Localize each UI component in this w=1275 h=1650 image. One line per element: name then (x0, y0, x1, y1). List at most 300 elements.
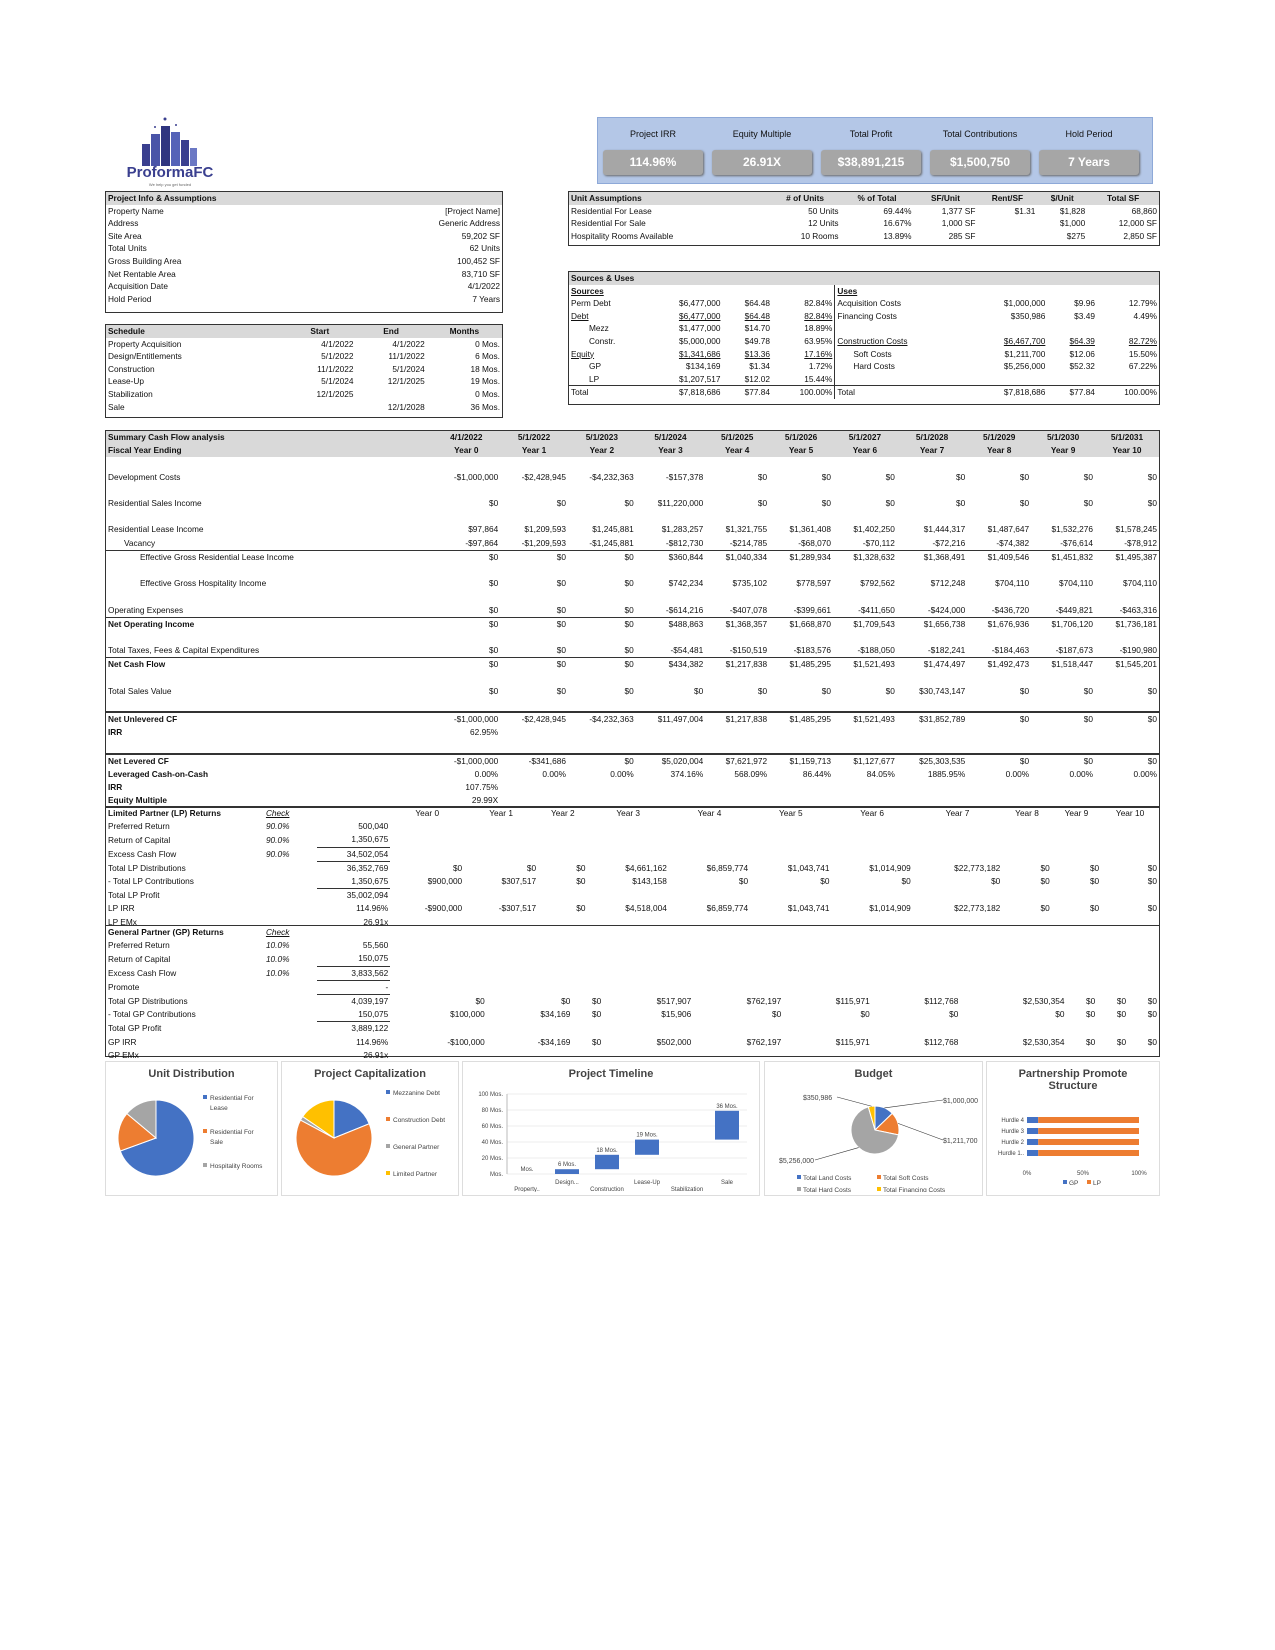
cell-value (1066, 966, 1097, 980)
table-title: Limited Partner (LP) Returns (108, 808, 221, 818)
cell-value: -$307,517 (498, 903, 537, 914)
table-row (106, 388, 502, 401)
use-pct: 4.49% (1133, 310, 1157, 321)
date-header: 5/1/2031 (1095, 431, 1159, 444)
legend-swatch (877, 1175, 881, 1179)
use-label: Acquisition Costs (835, 297, 971, 310)
year-header (572, 926, 603, 939)
year-header: Year 9 (1031, 444, 1095, 457)
cell-value (693, 1022, 783, 1036)
cell-value (897, 484, 967, 497)
source-amount: $1,341,686 (678, 348, 721, 359)
cell-value (390, 1022, 486, 1036)
cell-value: $30,743,147 (919, 685, 966, 696)
table-row (106, 375, 502, 388)
cell-value (833, 672, 897, 685)
row-label (106, 457, 432, 470)
cell-value: $0 (1147, 903, 1157, 914)
row-value: 7 Years (472, 293, 500, 304)
cell-value: $1,485,295 (769, 712, 833, 726)
cell-value (750, 847, 831, 861)
cell-value: $1,040,334 (705, 550, 769, 564)
cell-value: 29.99X (471, 795, 499, 806)
cell-value: -$411,650 (858, 604, 895, 615)
use-label (835, 373, 971, 386)
use-pct: 12.79% (1128, 298, 1157, 309)
cell-value (487, 1022, 573, 1036)
cell-value: -$1,000,000 (453, 471, 499, 482)
cell-value: -$74,382 (996, 537, 1030, 548)
cell-value: $97,864 (468, 524, 499, 535)
cell-value (833, 564, 897, 577)
date-header: 5/1/2029 (967, 431, 1031, 444)
cell-value (500, 631, 568, 644)
cell-value (693, 980, 783, 994)
use-amount (971, 322, 1048, 335)
promote-structure-svg (987, 1092, 1159, 1192)
sources-uses-table (568, 271, 1160, 405)
budget-chart (764, 1061, 983, 1196)
cell-value (1128, 952, 1159, 966)
cell-value (603, 939, 693, 952)
cell-value: $4,518,004 (625, 903, 667, 914)
cell-value: -$463,316 (1119, 604, 1157, 615)
total-row (569, 386, 1159, 399)
source-label: Constr. (589, 335, 616, 346)
cell-value: $434,382 (636, 658, 706, 672)
cell-value (693, 939, 783, 952)
column-header: Start (284, 325, 355, 338)
cash-flow-row (106, 768, 1159, 781)
cell-value (1101, 820, 1159, 833)
year-header: Year 9 (1064, 808, 1089, 818)
cell-value: $762,197 (746, 1036, 782, 1047)
cell-value (967, 781, 1031, 794)
returns-row (106, 1022, 1159, 1036)
cell-value: -$407,078 (729, 604, 768, 615)
table-row (106, 255, 502, 268)
table-row (106, 268, 502, 281)
cell-value (432, 564, 500, 577)
year-header: Year 1 (489, 808, 513, 818)
legend-label: LP (1093, 1180, 1101, 1187)
check-label: Check (265, 927, 290, 937)
cell-value (1031, 510, 1095, 523)
cell-value (432, 698, 500, 712)
cell-value: -$2,428,945 (500, 712, 568, 726)
cell-value: 0.00% (1069, 768, 1094, 779)
cell-value (960, 980, 1066, 994)
cell-value (1066, 952, 1097, 966)
cell-value (897, 510, 967, 523)
unit-value: 285 SF (948, 230, 976, 241)
row-label: Total GP Distributions (108, 995, 188, 1006)
amount: 3,833,562 (317, 966, 391, 980)
table-row (106, 205, 502, 218)
y-tick-label: 100 Mos. (478, 1092, 503, 1098)
row-label: Net Levered CF (106, 754, 432, 768)
cell-value (1095, 631, 1159, 644)
table-title: Sources & Uses (569, 272, 1159, 285)
cell-value: $360,844 (636, 550, 706, 564)
cell-value (833, 457, 897, 470)
row-label: Equity Multiple (108, 795, 167, 806)
table-cell (317, 807, 391, 820)
project-info-table (105, 191, 503, 313)
unit-distribution-chart (105, 1061, 278, 1196)
gp-returns-table (105, 925, 1160, 1060)
legend-swatch (797, 1175, 801, 1179)
pct (264, 861, 317, 875)
row-label (106, 672, 432, 685)
cell-value: $1,014,909 (869, 862, 911, 873)
cell-value (1095, 590, 1159, 603)
cell-value: $0 (624, 578, 634, 589)
cell-value (390, 889, 464, 903)
cash-flow-row (106, 644, 1159, 658)
end-date: 12/1/2025 (387, 376, 425, 387)
unit-value: 1,000 SF (941, 218, 976, 229)
kpi-label-total-profit: Total Profit (849, 129, 893, 139)
year-header: Year 3 (636, 444, 706, 457)
cell-value: $742,234 (668, 578, 704, 589)
cell-value: $0 (991, 876, 1001, 887)
cell-value (705, 672, 769, 685)
cell-value: $1,217,838 (705, 658, 769, 672)
kpi-value-total-profit: $38,891,215 (821, 150, 921, 175)
cell-value: $900,000 (427, 876, 463, 887)
use-amount: $6,467,700 (1003, 335, 1046, 346)
cell-value (833, 698, 897, 712)
cell-value (1031, 726, 1095, 739)
cell-value (432, 590, 500, 603)
cell-value (568, 590, 636, 603)
cell-value (538, 847, 587, 861)
cell-value: -$182,241 (927, 645, 966, 656)
cell-value: $0 (500, 550, 568, 564)
row-label: Total LP Distributions (108, 862, 186, 873)
date-header: 4/1/2022 (432, 431, 500, 444)
year-header (872, 926, 961, 939)
cell-value: $1,283,257 (661, 524, 704, 535)
cell-value: -$900,000 (424, 903, 463, 914)
cell-value (500, 457, 568, 470)
kpi-label-irr: Project IRR (629, 129, 676, 139)
cell-value (568, 631, 636, 644)
pct: 10.0% (265, 953, 290, 964)
row-label: Operating Expenses (108, 604, 184, 615)
cell-value: $0 (488, 645, 499, 656)
cell-value (572, 966, 603, 980)
cell-value: -$4,232,363 (589, 471, 634, 482)
cell-value: $0 (1086, 1036, 1096, 1047)
cash-flow-row (106, 497, 1159, 510)
cell-value (1002, 833, 1051, 847)
table-header-row (106, 325, 502, 338)
date-header: 5/1/2030 (1031, 431, 1095, 444)
total-source: $77.84 (722, 386, 772, 399)
legend-swatch (386, 1117, 390, 1121)
cell-value: $1,709,543 (833, 617, 897, 631)
cell-value (1095, 781, 1159, 794)
y-tick-label: 80 Mos. (481, 1108, 503, 1114)
cell-value: $4,661,162 (625, 862, 667, 873)
cell-value (568, 672, 636, 685)
x-tick-label: 0% (1022, 1171, 1032, 1177)
cell-value: $1,127,677 (833, 754, 897, 768)
source-per-sf: $1.34 (749, 361, 771, 372)
cell-value: $0 (1040, 903, 1050, 914)
cell-value (636, 457, 706, 470)
row-label: Preferred Return (108, 940, 170, 951)
legend-swatch (877, 1187, 881, 1191)
use-per-sf (1047, 322, 1097, 335)
cell-value (769, 484, 833, 497)
cell-value: $1,474,497 (897, 658, 967, 672)
row-label: - Total GP Contributions (108, 1009, 196, 1020)
start-date: 5/1/2022 (321, 351, 354, 362)
table-header-row (106, 444, 1159, 457)
cash-flow-row (106, 577, 1159, 590)
returns-row (106, 980, 1159, 994)
year-header: Year 1 (500, 444, 568, 457)
cell-value (500, 781, 568, 794)
cell-value (872, 952, 961, 966)
source-pct: 82.84% (804, 298, 833, 309)
table-row (106, 401, 502, 414)
cell-value (913, 833, 1003, 847)
cell-value (636, 672, 706, 685)
cell-value: -$34,169 (537, 1036, 571, 1047)
cell-value: $1,451,832 (1031, 550, 1095, 564)
unit-value: $1,000 (1059, 218, 1086, 229)
spacer-row (106, 510, 1159, 523)
cell-value (390, 847, 464, 861)
total-source: Total (569, 386, 646, 399)
cell-value (568, 510, 636, 523)
cell-value (568, 740, 636, 754)
cell-value: $0 (624, 685, 634, 696)
table-title: Project Info & Assumptions (106, 192, 502, 205)
end-date: 5/1/2024 (392, 363, 425, 374)
table-row (569, 205, 1159, 218)
cell-value (572, 939, 603, 952)
cell-value: -$68,070 (798, 537, 831, 548)
returns-row (106, 847, 1159, 861)
row-label: Residential For Sale (571, 218, 646, 229)
cell-value: $307,517 (501, 876, 537, 887)
source-per-sf: $13.36 (744, 348, 771, 359)
total-use: $7,818,686 (971, 386, 1048, 399)
row-label: Lease-Up (108, 376, 144, 387)
end-date: 11/1/2022 (388, 351, 425, 362)
cell-value (783, 966, 872, 980)
cell-value (487, 966, 573, 980)
cell-value (1031, 590, 1095, 603)
schedule-table (105, 324, 503, 418)
row-label: Total GP Profit (108, 1023, 162, 1034)
cell-value (432, 484, 500, 497)
kpi-label-equity-multiple: Equity Multiple (732, 129, 792, 139)
legend-label: Mezzanine Debt (393, 1090, 440, 1097)
cash-flow-row (106, 550, 1159, 564)
chart-title: Partnership Promote Structure (1018, 1068, 1128, 1092)
cell-value: 0.00% (542, 768, 566, 779)
cash-flow-row (106, 712, 1159, 726)
legend-label: Limited Partner (393, 1171, 438, 1178)
source-pct: 18.89% (804, 323, 833, 334)
table-row (106, 363, 502, 376)
table-row (569, 285, 1159, 298)
use-per-sf: $52.32 (1069, 361, 1095, 372)
row-label: LP IRR (108, 903, 135, 914)
cell-value (783, 1022, 872, 1036)
cell-value: $0 (1147, 685, 1157, 696)
cell-value (669, 847, 750, 861)
row-label: Acquisition Date (108, 281, 168, 292)
uses-label: Uses (835, 285, 971, 298)
cell-value (487, 939, 573, 952)
source-per-sf: $49.78 (744, 335, 771, 346)
timeline-bar (715, 1111, 739, 1140)
unit-value: 68,860 (1131, 205, 1157, 216)
amount: 35,002,094 (346, 890, 389, 901)
cell-value (1097, 966, 1128, 980)
cell-value: $0 (488, 685, 499, 696)
cell-value: $0 (1019, 471, 1030, 482)
year-header (960, 926, 1066, 939)
cell-value (390, 952, 486, 966)
data-label: $350,986 (803, 1095, 833, 1102)
cash-flow-row (106, 685, 1159, 698)
pct (264, 902, 317, 915)
cell-value (769, 457, 833, 470)
gp-bar (1027, 1128, 1038, 1134)
cell-value: $502,000 (656, 1036, 692, 1047)
timeline-bar (595, 1155, 619, 1169)
timeline-bar (635, 1140, 659, 1155)
unit-value: $275 (1066, 230, 1086, 241)
leader-line (837, 1097, 872, 1106)
amount: 150,075 (358, 953, 389, 964)
table-cell (1097, 285, 1159, 298)
cell-value: $0 (1116, 1036, 1127, 1047)
cell-value: $792,562 (860, 578, 895, 589)
cell-value (1066, 939, 1097, 952)
data-label: $1,211,700 (943, 1138, 978, 1145)
cell-value (432, 510, 500, 523)
cell-value (568, 564, 636, 577)
cell-value: $0 (820, 876, 830, 887)
pct: 10.0% (265, 967, 290, 978)
unit-distribution-svg (106, 1080, 277, 1190)
cell-value: $762,197 (746, 995, 782, 1006)
cell-value: -$70,112 (862, 537, 895, 548)
cell-value: $0 (1116, 1009, 1127, 1020)
cell-value (1031, 484, 1095, 497)
cell-value: $0 (592, 1036, 602, 1047)
cash-flow-row (106, 617, 1159, 631)
unit-value: 2,850 SF (1123, 230, 1157, 241)
table-row (106, 350, 502, 363)
cell-value: $1,532,276 (1051, 524, 1094, 535)
source-amount: $6,477,000 (678, 298, 721, 309)
cell-value (500, 564, 568, 577)
table-title: General Partner (GP) Returns (108, 927, 224, 937)
cell-value: $0 (1089, 876, 1100, 887)
returns-row (106, 889, 1159, 903)
row-label: Address (108, 218, 139, 229)
cell-value (636, 631, 706, 644)
cell-value: $0 (885, 497, 895, 508)
cell-value: $1,368,357 (705, 617, 769, 631)
cell-value: $704,110 (1059, 578, 1094, 589)
cell-value: $11,497,004 (636, 712, 706, 726)
cell-value: $1,217,838 (705, 712, 769, 726)
source-label: LP (589, 373, 600, 384)
cell-value (769, 631, 833, 644)
cell-value: $488,863 (636, 617, 706, 631)
cell-value: $0 (432, 617, 500, 631)
cell-value: $0 (556, 497, 566, 508)
cell-value: $11,220,000 (657, 497, 704, 508)
cell-value: $0 (956, 471, 966, 482)
unit-value: 13.89% (883, 230, 912, 241)
year-header: Year 6 (833, 444, 897, 457)
cell-value: -$424,000 (927, 604, 966, 615)
cell-value: $1,487,647 (987, 524, 1030, 535)
returns-row (106, 1008, 1159, 1022)
legend-label: Total Hard Costs (803, 1187, 852, 1192)
cell-value (1002, 820, 1051, 833)
cell-value (769, 698, 833, 712)
cell-value: -$341,686 (500, 754, 568, 768)
source-per-sf: $64.48 (744, 298, 771, 309)
cell-value: $1,361,408 (789, 524, 831, 535)
amount: - (317, 980, 391, 994)
unit-value: 10 Rooms (800, 230, 839, 241)
cell-value: $1,656,738 (897, 617, 967, 631)
source-per-sf: $12.02 (744, 373, 771, 384)
cell-value (967, 726, 1031, 739)
cell-value (636, 564, 706, 577)
cell-value (831, 833, 912, 847)
table-row (569, 335, 1159, 348)
row-label: Total Sales Value (108, 685, 172, 696)
y-tick-label: Hurdle 4 (1001, 1118, 1024, 1124)
cell-value (636, 781, 706, 794)
row-label: Excess Cash Flow (108, 967, 177, 978)
cell-value: $0 (821, 471, 831, 482)
cell-value (769, 564, 833, 577)
table-row (569, 322, 1159, 335)
legend-swatch (1087, 1180, 1091, 1184)
unit-value: 16.67% (883, 218, 912, 229)
cell-value (1002, 847, 1051, 861)
cell-value: $0 (576, 862, 586, 873)
cell-value: $0 (1147, 1036, 1157, 1047)
cell-value: $7,621,972 (705, 754, 769, 768)
source-pct: 1.72% (808, 361, 833, 372)
data-label: 36 Mos. (716, 1103, 738, 1110)
row-label: Net Unlevered CF (106, 712, 432, 726)
cell-value: -$614,216 (665, 604, 704, 615)
row-label: Total Taxes, Fees & Capital Expenditures (108, 645, 260, 656)
use-per-sf (1047, 373, 1097, 386)
cell-value: $6,859,774 (706, 862, 749, 873)
cell-value: 62.95% (470, 727, 499, 738)
cell-value: -$76,614 (1060, 537, 1094, 548)
